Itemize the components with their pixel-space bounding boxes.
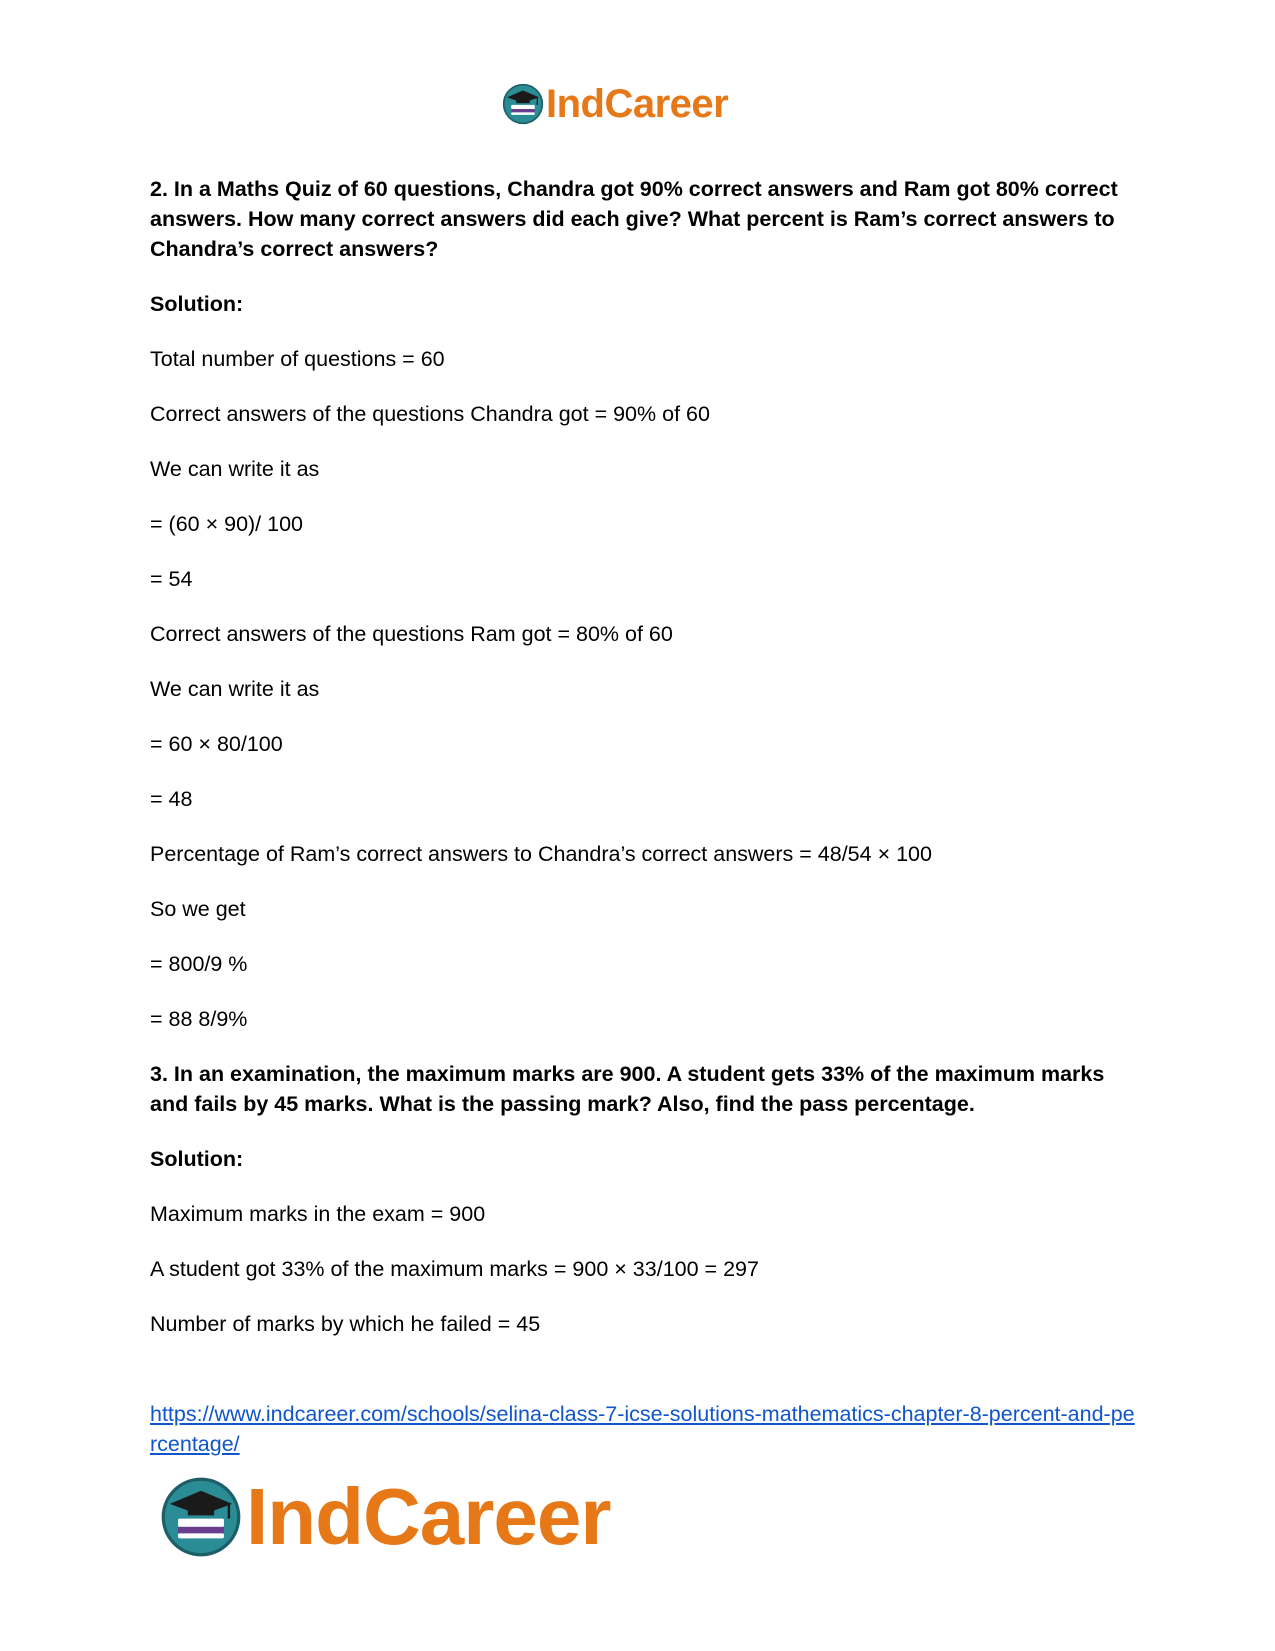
solution-line: = 48 bbox=[150, 787, 193, 811]
graduation-cap-book-icon bbox=[160, 1476, 242, 1558]
solution-line: So we get bbox=[150, 897, 246, 921]
solution-line: We can write it as bbox=[150, 457, 320, 481]
solution-line: = 800/9 % bbox=[150, 952, 248, 976]
footer-logo bbox=[160, 1472, 610, 1562]
solution-line: Maximum marks in the exam = 900 bbox=[150, 1202, 486, 1226]
solution-label: Solution: bbox=[150, 1147, 244, 1171]
solution-line: Number of marks by which he failed = 45 bbox=[150, 1312, 541, 1336]
solution-line: = 88 8/9% bbox=[150, 1007, 248, 1031]
logo-text: IndCareer bbox=[246, 1472, 611, 1561]
graduation-cap-book-icon bbox=[502, 83, 544, 125]
source-link[interactable]: https://www.indcareer.com/schools/selina-class-7-icse-solutions-mathematics-chapter-8-percent-and-percentage/ bbox=[150, 1402, 1135, 1456]
solution-line: = (60 × 90)/ 100 bbox=[150, 512, 303, 536]
logo-text: IndCareer bbox=[546, 81, 729, 126]
solution-line: Total number of questions = 60 bbox=[150, 347, 445, 371]
document-body bbox=[150, 174, 1130, 1364]
solution-line: Correct answers of the questions Ram got = 80% of 60 bbox=[150, 622, 673, 646]
solution-line: Correct answers of the questions Chandra got = 90% of 60 bbox=[150, 402, 710, 426]
question-2: 2. In a Maths Quiz of 60 questions, Chandra got 90% correct answers and Ram got 80% correct answers. How many correct answers did each give? What percent is Ram’s correct answers to Chandra’s correct answers? bbox=[150, 177, 1118, 261]
solution-line: = 54 bbox=[150, 567, 193, 591]
solution-label: Solution: bbox=[150, 292, 244, 316]
solution-line: Percentage of Ram’s correct answers to Chandra’s correct answers = 48/54 × 100 bbox=[150, 842, 932, 866]
solution-line: = 60 × 80/100 bbox=[150, 732, 283, 756]
solution-line: A student got 33% of the maximum marks = 900 × 33/100 = 297 bbox=[150, 1257, 759, 1281]
header-logo bbox=[502, 80, 728, 128]
question-3: 3. In an examination, the maximum marks are 900. A student gets 33% of the maximum marks and fails by 45 marks. What is the passing mark? Also, find the pass percentage. bbox=[150, 1062, 1105, 1116]
solution-line: We can write it as bbox=[150, 677, 320, 701]
